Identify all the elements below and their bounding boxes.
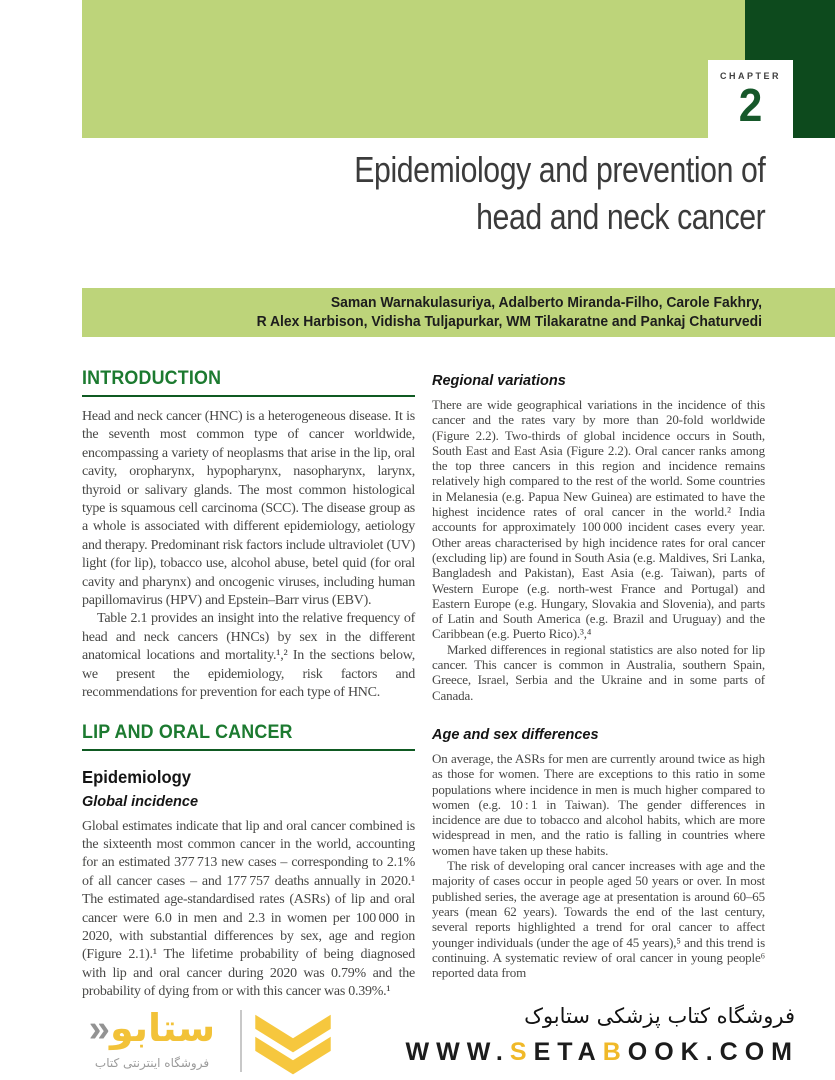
heading-rule — [82, 395, 415, 397]
setabook-emblem-icon — [252, 1010, 334, 1076]
intro-paragraph-2: Table 2.1 provides an insight into the relative frequency of head and neck cancers (HNCs) by sex in the different anatomical locations and mortality.¹,² In the sections below, we present the epidemiology, risk factors and recommendations for prevention for each type of HNC. — [82, 611, 415, 701]
url-letter-s: S — [509, 1038, 534, 1066]
subsection-heading-epidemiology: Epidemiology — [82, 766, 191, 787]
store-name-persian: فروشگاه کتاب پزشکی ستابوک — [524, 1004, 795, 1028]
chapter-label: CHAPTER — [719, 71, 781, 81]
section-heading-lip-oral-cancer: LIP AND ORAL CANCER — [82, 721, 293, 743]
page-title-line-2: head and neck cancer — [475, 196, 765, 237]
url-mid: ETA — [533, 1038, 603, 1066]
authors-line-2: R Alex Harbison, Vidisha Tuljapurkar, WM Tilakaratne and Pankaj Chaturvedi — [256, 313, 762, 330]
chapter-box — [708, 60, 793, 138]
left-chevron-icon: « — [88, 1008, 110, 1050]
footer-divider — [240, 1010, 242, 1072]
age-sex-paragraph-2: The risk of developing oral cancer increases with age and the majority of cases occur in people aged 50 years or over. In most published series, the average age at presentation is around 60–65 years (mean 62 years). Towards the end of the last century, several reports highlighted a trend for oral cancer to affect younger individuals (under the age of 45 years),⁵ and this trend is continuing. A systematic review of oral cancer in young people⁶ reported data from — [432, 858, 765, 981]
heading-rule — [82, 749, 415, 751]
setabook-logo-word: ستابو — [109, 1006, 216, 1050]
left-column — [82, 368, 415, 1002]
header-band-light — [82, 0, 745, 138]
url-letter-b: B — [602, 1038, 628, 1066]
page-title — [354, 146, 765, 240]
website-url — [406, 1038, 799, 1067]
page-title-line-1: Epidemiology and prevention of — [353, 149, 765, 190]
intro-paragraph-1: Head and neck cancer (HNC) is a heterogeneous disease. It is the seventh most common type of cancer worldwide, encompassing a variety of neoplasms that arise in the lip, oral cavity, oropharynx, hypopharynx, nasopharynx, larynx, thyroid or salivary glands. The most common histological type is squamous cell carcinoma (SCC). The disease group as a whole is associated with different epidemiology, aetiology and therapy. Predominant risk factors include ultraviolet (UV) light (for lip), tobacco use, alcohol abuse, betel quid (for oral cavity and pharynx) and oncogenic viruses, including human papillomavirus (HPV) and Epstein–Barr virus (EBV). — [82, 409, 415, 609]
setabook-logo-wordmark — [66, 1002, 238, 1055]
subsection-heading-global-incidence: Global incidence — [82, 793, 199, 810]
authors-line-1: Saman Warnakulasuriya, Adalberto Miranda-Filho, Carole Fakhry, — [330, 294, 762, 311]
right-column — [432, 368, 765, 1002]
regional-variations-paragraph-2: Marked differences in regional statistics are also noted for lip cancer. This cancer is common in Australia, southern Spain, Greece, Israel, Serbia and the Ukraine and in some parts of Canada. — [432, 641, 765, 703]
regional-variations-paragraph-1: There are wide geographical variations in the incidence of this cancer and the rates vary by more than 20-fold worldwide (Figure 2.2). Two-thirds of global incidence occurs in South, South East and East Asia (Figure 2.2). Oral cancer ranks among the top three cancers in this region and incidence remains relatively high compared to the rest of the world. Some countries in Melanesia (e.g. Papua New Guinea) are estimated to have the highest incidence rates of oral cancer in the world.² India accounts for approximately 100 000 incident cases every year. Other areas characterised by high incidence rates for oral cancer (excluding lip) are found in South Asia (e.g. Maldives, Sri Lanka, Bangladesh and Pakistan), East Asia (e.g. Taiwan), parts of Western Europe (e.g. north-west France and Portugal) and Eastern Europe (e.g. Hungary, Slovakia and Slovenia), and parts of Latin and South America (e.g. Brazil and Uruguay) and the Caribbean (e.g. Puerto Rico).³,⁴ — [432, 397, 765, 642]
subsection-heading-age-sex-differences: Age and sex differences — [432, 726, 599, 743]
chapter-number: 2 — [738, 79, 763, 131]
age-sex-paragraph-1: On average, the ASRs for men are currently around twice as high as those for women. There are exceptions to this ratio in some populations where incidence in men is much higher compared to women (e.g. 10 : 1 in Taiwan). The gender differences in incidence are due to tobacco and alcohol habits, which are more widespread in men, and the ratio is falling in countries where women have taken up these habits. — [432, 750, 765, 858]
setabook-logo-tagline: فروشگاه اینترنتی کتاب — [94, 1056, 210, 1070]
url-prefix: WWW. — [405, 1038, 510, 1066]
url-suffix: OOK.COM — [627, 1038, 799, 1066]
global-incidence-paragraph: Global estimates indicate that lip and oral cancer combined is the sixteenth most common cancer in the world, accounting for an estimated 377 713 new cases – corresponding to 2.1% of all cancer cases – and 177 757 deaths annually in 2020.¹ The estimated age-standardised rates (ASRs) of lip and oral cancer were 6.0 in men and 2.3 in women per 100 000 in 2020, with substantial differences by sex, age and region (Figure 2.1).¹ The lifetime probability of being diagnosed with lip and oral cancer during 2020 was 0.79% and the probability of dying from or with this cancer was 0.39%.¹ — [82, 818, 415, 1000]
body-columns — [82, 368, 765, 1002]
section-heading-introduction: INTRODUCTION — [82, 368, 222, 389]
subsection-heading-regional-variations: Regional variations — [432, 373, 566, 389]
authors-bar — [82, 288, 835, 337]
